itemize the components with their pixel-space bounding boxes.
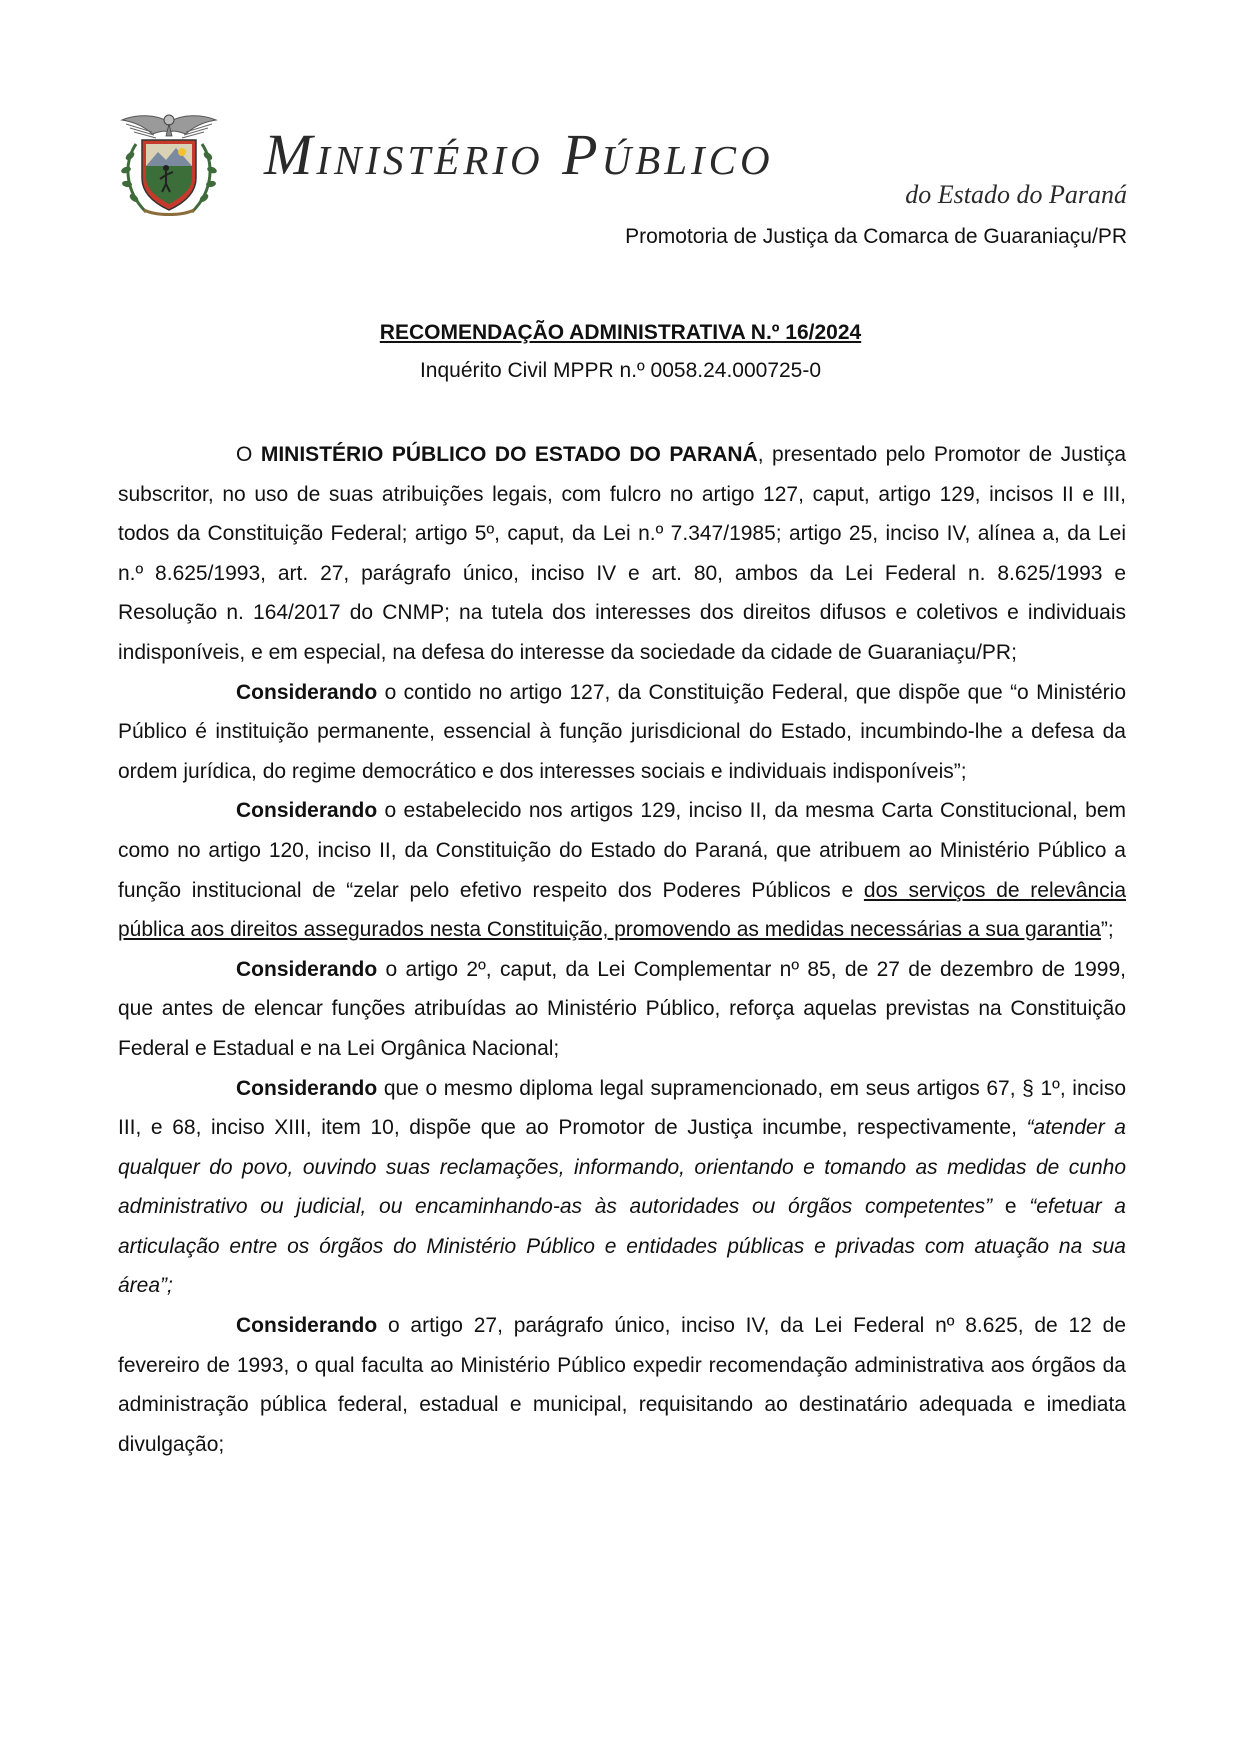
paragraph-connector: e bbox=[992, 1195, 1030, 1219]
document-body bbox=[118, 435, 1126, 1464]
document-subtitle: Inquérito Civil MPPR n.º 0058.24.000725-0 bbox=[419, 359, 822, 382]
considering-label: Considerando bbox=[236, 957, 378, 981]
paragraph-considering bbox=[118, 950, 1126, 1069]
paragraph-considering bbox=[118, 1306, 1126, 1464]
paragraph-considering bbox=[118, 1069, 1126, 1307]
paragraph-text: o estabelecido nos artigos 129, inciso II, da mesma Carta Constitucional, bem como no artigo 120, inciso II, da Constituição do Estado do Paraná, que atribuem ao Ministério Público a função institucional de “zelar pelo efetivo respeito dos Poderes Públicos e bbox=[118, 799, 1126, 902]
paragraph-considering bbox=[118, 791, 1126, 949]
institution-name: MINISTÉRIO PÚBLICO DO ESTADO DO PARANÁ bbox=[260, 443, 758, 466]
paragraph-text: o contido no artigo 127, da Constituição Federal, que dispõe que “o Ministério Público é instituição permanente, essencial à função jurisdicional do Estado, incumbindo-lhe a defesa da ordem jurídica, do regime democrático e dos interesses sociais e individuais indisponíveis”; bbox=[118, 680, 1126, 783]
considering-label: Considerando bbox=[236, 1314, 378, 1338]
brand-subtitle: do Estado do Paraná bbox=[905, 180, 1127, 209]
paragraph-text: o artigo 27, parágrafo único, inciso IV, da Lei Federal nº 8.625, de 12 de fevereiro de 1993, o qual faculta ao Ministério Público expedir recomendação administrativa aos órgãos da administração pública federal, estadual e municipal, requisitando ao destinatário adequada e imediata divulgação; bbox=[118, 1314, 1126, 1456]
italic-quote: “atender a qualquer do povo, ouvindo suas reclamações, informando, orientando e tomando as medidas de cunho administrativo ou judicial, ou encaminhando-as às autoridades ou órgãos competentes” bbox=[118, 1116, 1126, 1219]
considering-label: Considerando bbox=[236, 680, 378, 704]
paragraph-preamble bbox=[118, 435, 1126, 673]
brand-title: Ministério Público bbox=[264, 122, 774, 187]
considering-label: Considerando bbox=[236, 1076, 378, 1100]
office-name: Promotoria de Justiça da Comarca de Guaraniaçu/PR bbox=[625, 225, 1127, 248]
paragraph-text: que o mesmo diploma legal supramencionado, em seus artigos 67, § 1º, inciso III, e 68, inciso XIII, item 10, dispõe que ao Promotor de Justiça incumbe, respectivamente, bbox=[118, 1076, 1126, 1140]
paragraph-considering bbox=[118, 673, 1126, 792]
paragraph-lead: O bbox=[236, 443, 261, 466]
parana-coat-of-arms-icon bbox=[116, 112, 222, 220]
underlined-quote: dos serviços de relevância pública aos direitos assegurados nesta Constituição, promovendo as medidas necessárias a sua garantia bbox=[118, 878, 1126, 942]
paragraph-tail: ”; bbox=[1100, 918, 1114, 942]
considering-label: Considerando bbox=[236, 799, 378, 823]
italic-quote: “efetuar a articulação entre os órgãos do Ministério Público e entidades públicas e privadas com atuação na sua área”; bbox=[118, 1195, 1126, 1298]
document-title: RECOMENDAÇÃO ADMINISTRATIVA N.º 16/2024 bbox=[379, 321, 862, 344]
paragraph-text: , presentado pelo Promotor de Justiça subscritor, no uso de suas atribuições legais, com fulcro no artigo 127, caput, artigo 129, incisos II e III, todos da Constituição Federal; artigo 5º, caput, da Lei n.º 7.347/1985; artigo 25, inciso IV, alínea a, da Lei n.º 8.625/1993, art. 27, parágrafo único, inciso IV e art. 80, ambos da Lei Federal n. 8.625/1993 e Resolução n. 164/2017 do CNMP; na tutela dos interesses dos direitos difusos e coletivos e individuais indisponíveis, e em especial, na defesa do interesse da sociedade da cidade de Guaraniaçu/PR; bbox=[118, 443, 1127, 664]
paragraph-text: o artigo 2º, caput, da Lei Complementar nº 85, de 27 de dezembro de 1999, que antes de elencar funções atribuídas ao Ministério Público, reforça aquelas previstas na Constituição Federal e Estadual e na Lei Orgânica Nacional; bbox=[118, 957, 1126, 1060]
